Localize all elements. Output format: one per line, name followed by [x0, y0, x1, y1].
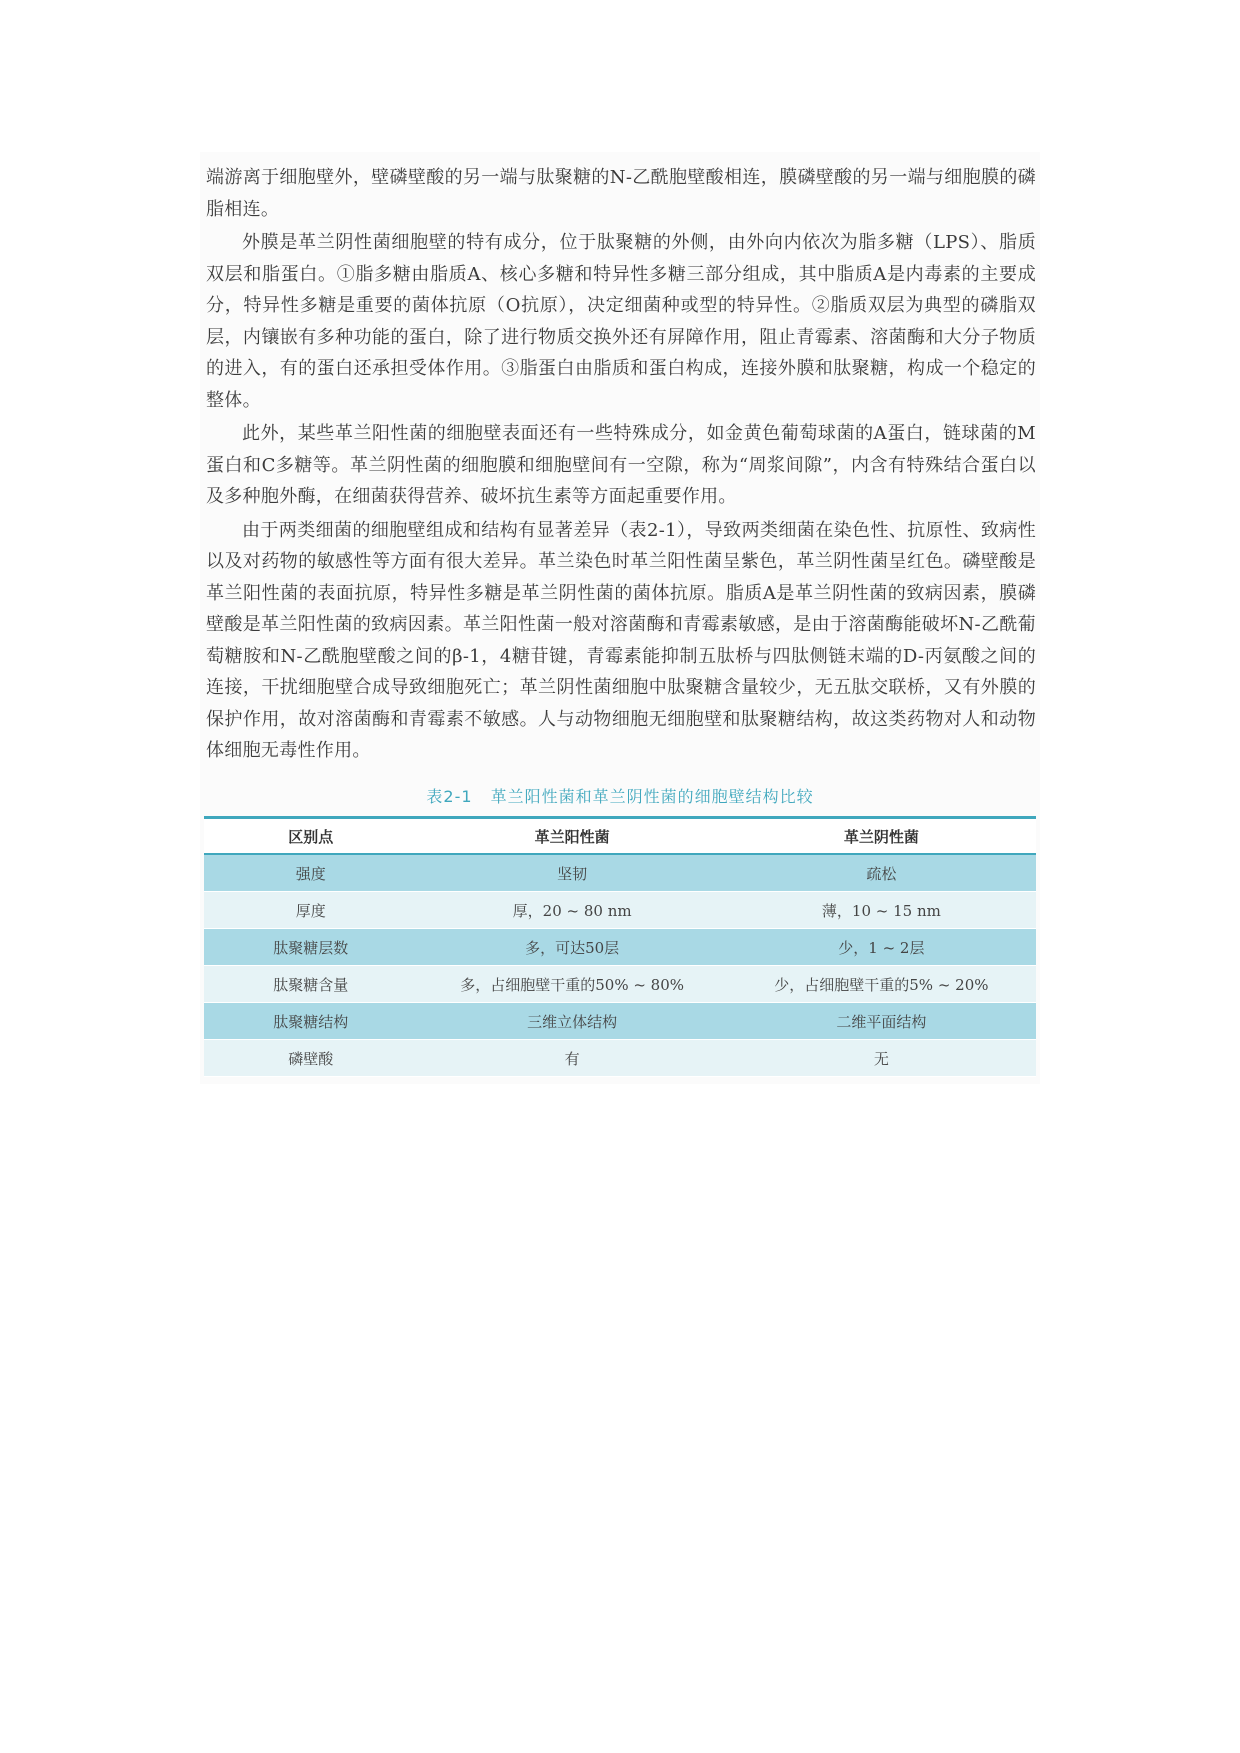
- table-cell: 二维平面结构: [727, 1003, 1036, 1040]
- table-caption: [200, 784, 1040, 807]
- table-header-row: [204, 818, 1036, 855]
- comparison-table: [204, 816, 1036, 1077]
- table-cell: 少，占细胞壁干重的5% ~ 20%: [727, 966, 1036, 1003]
- table-caption-number: 表2-1: [426, 787, 473, 806]
- paragraph-1: 端游离于细胞壁外，壁磷壁酸的另一端与肽聚糖的N-乙酰胞壁酸相连，膜磷壁酸的另一端与细胞膜的磷脂相连。: [206, 167, 1036, 220]
- body-text: [206, 162, 1036, 769]
- paragraph-3: 此外，某些革兰阳性菌的细胞壁表面还有一些特殊成分，如金黄色葡萄球菌的A蛋白，链球菌的M蛋白和C多糖等。革兰阴性菌的细胞膜和细胞壁间有一空隙，称为“周浆间隙”，内含有特殊结合蛋白以及多种胞外酶，在细菌获得营养、破坏抗生素等方面起重要作用。: [206, 423, 1036, 507]
- table-cell: 厚，20 ~ 80 nm: [418, 892, 727, 929]
- table-cell: 厚度: [204, 892, 418, 929]
- table-cell: 有: [418, 1040, 727, 1077]
- table-row: [204, 854, 1036, 892]
- table-row: [204, 929, 1036, 966]
- table-cell: 薄，10 ~ 15 nm: [727, 892, 1036, 929]
- table-cell: 坚韧: [418, 854, 727, 892]
- table-cell: 强度: [204, 854, 418, 892]
- header-cell-feature: 区别点: [204, 818, 418, 855]
- table-row: [204, 1003, 1036, 1040]
- table-cell: 少，1 ~ 2层: [727, 929, 1036, 966]
- paragraph-4: 由于两类细菌的细胞壁组成和结构有显著差异（表2-1），导致两类细菌在染色性、抗原性、致病性以及对药物的敏感性等方面有很大差异。革兰染色时革兰阳性菌呈紫色，革兰阴性菌呈红色。磷壁酸是革兰阳性菌的表面抗原，特异性多糖是革兰阴性菌的菌体抗原。脂质A是革兰阴性菌的致病因素，膜磷壁酸是革兰阳性菌的致病因素。革兰阳性菌一般对溶菌酶和青霉素敏感，是由于溶菌酶能破坏N-乙酰葡萄糖胺和N-乙酰胞壁酸之间的β-1，4糖苷键，青霉素能抑制五肽桥与四肽侧链末端的D-丙氨酸之间的连接，干扰细胞壁合成导致细胞死亡；革兰阴性菌细胞中肽聚糖含量较少，无五肽交联桥，又有外膜的保护作用，故对溶菌酶和青霉素不敏感。人与动物细胞无细胞壁和肽聚糖结构，故这类药物对人和动物体细胞无毒性作用。: [206, 519, 1036, 761]
- paragraph-2: 外膜是革兰阴性菌细胞壁的特有成分，位于肽聚糖的外侧，由外向内依次为脂多糖（LPS）、脂质双层和脂蛋白。①脂多糖由脂质A、核心多糖和特异性多糖三部分组成，其中脂质A是内毒素的主要成分，特异性多糖是重要的菌体抗原（O抗原），决定细菌种或型的特异性。②脂质双层为典型的磷脂双层，内镶嵌有多种功能的蛋白，除了进行物质交换外还有屏障作用，阻止青霉素、溶菌酶和大分子物质的进入，有的蛋白还承担受体作用。③脂蛋白由脂质和蛋白构成，连接外膜和肽聚糖，构成一个稳定的整体。: [206, 232, 1036, 411]
- header-cell-gram-negative: 革兰阴性菌: [727, 818, 1036, 855]
- table-cell: 多，可达50层: [418, 929, 727, 966]
- table-cell: 磷壁酸: [204, 1040, 418, 1077]
- header-cell-gram-positive: 革兰阳性菌: [418, 818, 727, 855]
- table-cell: 肽聚糖层数: [204, 929, 418, 966]
- table-cell: 多，占细胞壁干重的50% ~ 80%: [418, 966, 727, 1003]
- scanned-page: [200, 152, 1040, 1084]
- table-cell: 肽聚糖含量: [204, 966, 418, 1003]
- table-cell: 疏松: [727, 854, 1036, 892]
- table-row: [204, 892, 1036, 929]
- table-cell: 肽聚糖结构: [204, 1003, 418, 1040]
- table-cell: 三维立体结构: [418, 1003, 727, 1040]
- table-cell: 无: [727, 1040, 1036, 1077]
- table-caption-title: 革兰阳性菌和革兰阴性菌的细胞壁结构比较: [490, 787, 814, 806]
- table-row: [204, 966, 1036, 1003]
- table-row: [204, 1040, 1036, 1077]
